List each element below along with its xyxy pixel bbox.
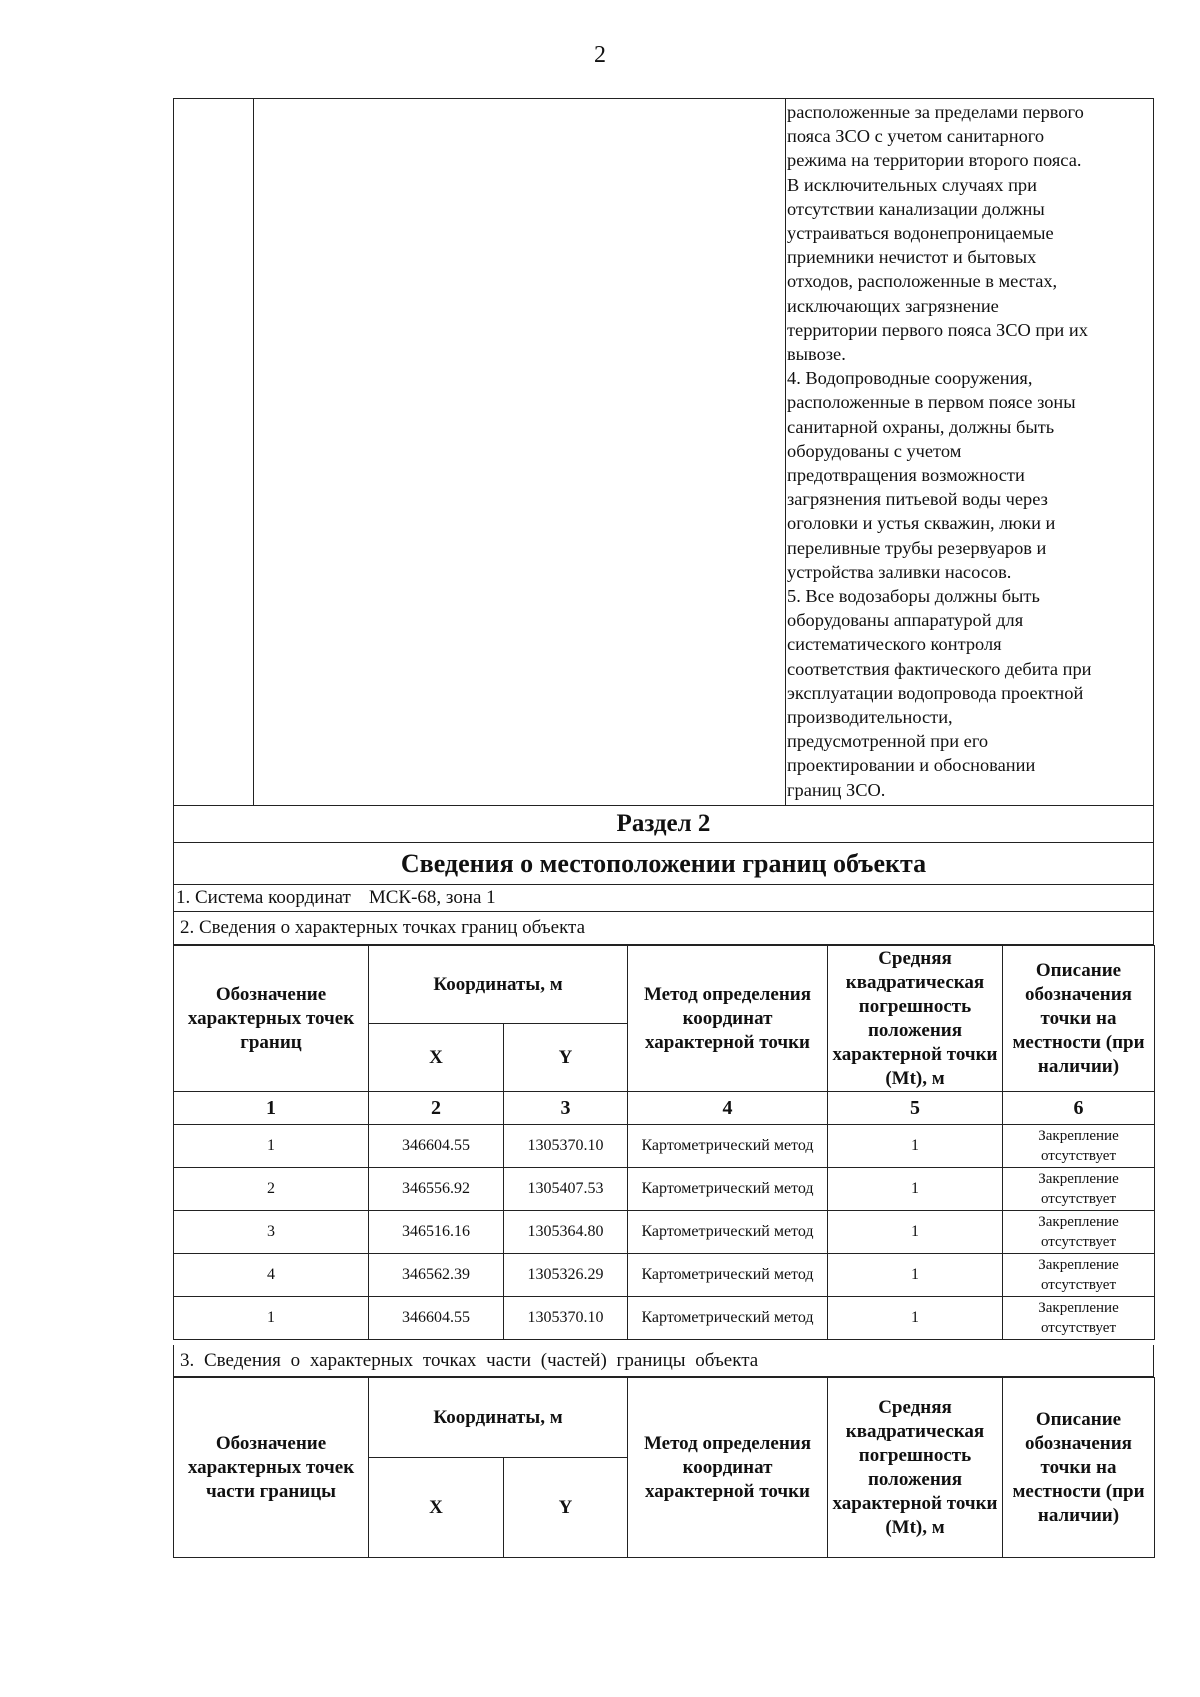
continuation-line: проектировании и обосновании: [787, 755, 1036, 776]
column-number: 3: [504, 1092, 628, 1125]
point-description: Закрепление отсутствует: [1003, 1297, 1155, 1340]
header-error: Средняя квадратическая погрешность положения характерной точки (Mt), м: [828, 1378, 1003, 1558]
continuation-line: соответствия фактического дебита при: [787, 658, 1092, 679]
continuation-line: отходов, расположенные в местах,: [787, 271, 1058, 292]
point-method: Картометрический метод: [628, 1125, 828, 1168]
continuation-line: отсутствии канализации должны: [787, 198, 1045, 219]
continuation-line: расположенные за пределами первого: [787, 102, 1084, 122]
point-mt: 1: [828, 1125, 1003, 1168]
point-method: Картометрический метод: [628, 1168, 828, 1211]
coord-system-label: 1. Система координат: [176, 887, 351, 908]
table-row: [174, 1254, 1155, 1297]
point-y: 1305364.80: [504, 1211, 628, 1254]
continuation-line: расположенные в первом поясе зоны: [787, 392, 1076, 413]
continuation-line: 4. Водопроводные сооружения,: [787, 368, 1033, 389]
table-row: [174, 1297, 1155, 1340]
table-row: [174, 1211, 1155, 1254]
point-id: 4: [174, 1254, 369, 1297]
point-y: 1305370.10: [504, 1297, 628, 1340]
header-x: X: [369, 1024, 504, 1092]
section-title: Раздел 2: [173, 806, 1154, 843]
continuation-line: санитарной охраны, должны быть: [787, 416, 1055, 437]
points-heading: 2. Сведения о характерных точках границ объекта: [173, 912, 1154, 945]
continuation-line: вывозе.: [787, 344, 846, 365]
point-mt: 1: [828, 1211, 1003, 1254]
continuation-line: производительности,: [787, 707, 953, 728]
point-id: 1: [174, 1297, 369, 1340]
continuation-line: исключающих загрязнение: [787, 295, 999, 316]
header-y: Y: [504, 1024, 628, 1092]
continuation-line: приемники нечистот и бытовых: [787, 247, 1037, 268]
header-y: Y: [504, 1458, 628, 1558]
table-row: [174, 1168, 1155, 1211]
point-method: Картометрический метод: [628, 1254, 828, 1297]
section-subtitle: Сведения о местоположении границ объекта: [173, 843, 1154, 885]
header-designation: Обозначение характерных точек границ: [174, 946, 369, 1092]
point-mt: 1: [828, 1254, 1003, 1297]
point-y: 1305326.29: [504, 1254, 628, 1297]
header-x: X: [369, 1458, 504, 1558]
column-number: 2: [369, 1092, 504, 1125]
continuation-line: устраиваться водонепроницаемые: [787, 223, 1054, 244]
continuation-line: загрязнения питьевой воды через: [787, 489, 1048, 510]
continuation-text: [786, 99, 1153, 806]
point-x: 346556.92: [369, 1168, 504, 1211]
continuation-line: оборудованы с учетом: [787, 440, 962, 461]
point-x: 346562.39: [369, 1254, 504, 1297]
point-method: Картометрический метод: [628, 1297, 828, 1340]
column-number: 5: [828, 1092, 1003, 1125]
point-id: 2: [174, 1168, 369, 1211]
point-description: Закрепление отсутствует: [1003, 1125, 1155, 1168]
header-description: Описание обозначения точки на местности (при наличии): [1003, 1378, 1155, 1558]
point-id: 3: [174, 1211, 369, 1254]
parts-heading: 3. Сведения о характерных точках части (частей) границы объекта: [173, 1345, 1154, 1377]
coord-system-row: [173, 885, 1154, 912]
continuation-line: систематического контроля: [787, 634, 1002, 655]
continuation-line: предусмотренной при его: [787, 731, 989, 752]
boundary-points-table: [173, 945, 1155, 1340]
continuation-line: 5. Все водозаборы должны быть: [787, 586, 1040, 607]
point-mt: 1: [828, 1168, 1003, 1211]
continuation-table: [173, 98, 1154, 806]
point-x: 346516.16: [369, 1211, 504, 1254]
continuation-line: предотвращения возможности: [787, 465, 1025, 486]
continuation-col-1: [174, 99, 254, 805]
column-number: 1: [174, 1092, 369, 1125]
header-error: Средняя квадратическая погрешность положения характерной точки (Mt), м: [828, 946, 1003, 1092]
page-number: 2: [594, 42, 606, 68]
point-id: 1: [174, 1125, 369, 1168]
point-method: Картометрический метод: [628, 1211, 828, 1254]
point-description: Закрепление отсутствует: [1003, 1211, 1155, 1254]
continuation-col-2: [254, 99, 786, 805]
point-x: 346604.55: [369, 1297, 504, 1340]
continuation-line: оборудованы аппаратурой для: [787, 610, 1024, 631]
header-method: Метод определения координат характерной точки: [628, 1378, 828, 1558]
point-x: 346604.55: [369, 1125, 504, 1168]
continuation-line: оголовки и устья скважин, люки и: [787, 513, 1056, 534]
point-y: 1305370.10: [504, 1125, 628, 1168]
point-description: Закрепление отсутствует: [1003, 1168, 1155, 1211]
part-points-table: [173, 1377, 1155, 1558]
column-number: 6: [1003, 1092, 1155, 1125]
continuation-line: эксплуатации водопровода проектной: [787, 682, 1084, 703]
continuation-line: устройства заливки насосов.: [787, 561, 1012, 582]
continuation-line: границ ЗСО.: [787, 779, 886, 800]
header-method: Метод определения координат характерной точки: [628, 946, 828, 1092]
table-row: [174, 1125, 1155, 1168]
header-designation-parts: Обозначение характерных точек части границы: [174, 1378, 369, 1558]
continuation-line: пояса ЗСО с учетом санитарного: [787, 126, 1045, 147]
header-coordinates: Координаты, м: [369, 946, 628, 1024]
point-y: 1305407.53: [504, 1168, 628, 1211]
point-mt: 1: [828, 1297, 1003, 1340]
continuation-line: территории первого пояса ЗСО при их: [787, 319, 1088, 340]
continuation-line: В исключительных случаях при: [787, 174, 1037, 195]
header-coordinates: Координаты, м: [369, 1378, 628, 1458]
header-description: Описание обозначения точки на местности (при наличии): [1003, 946, 1155, 1092]
point-description: Закрепление отсутствует: [1003, 1254, 1155, 1297]
continuation-line: режима на территории второго пояса.: [787, 150, 1082, 171]
coord-system-value: МСК-68, зона 1: [368, 887, 496, 908]
continuation-line: переливные трубы резервуаров и: [787, 537, 1047, 558]
column-number: 4: [628, 1092, 828, 1125]
